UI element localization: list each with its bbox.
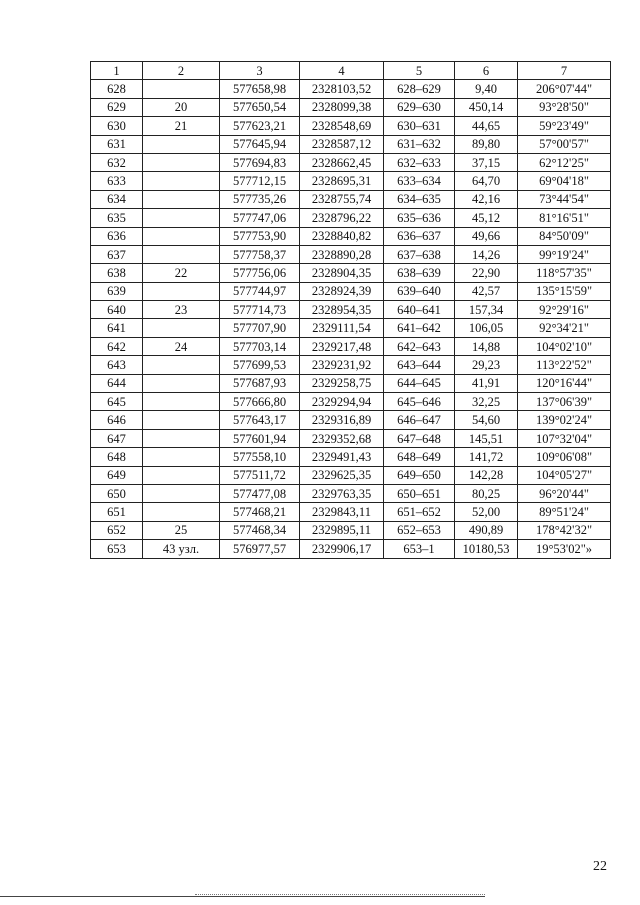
table-cell bbox=[143, 227, 220, 245]
column-header-5: 5 bbox=[384, 62, 455, 80]
table-cell: 57°00'57" bbox=[518, 135, 611, 153]
table-cell: 145,51 bbox=[455, 429, 518, 447]
table-row bbox=[91, 374, 611, 392]
table-cell: 2328662,45 bbox=[300, 153, 384, 171]
column-header-6: 6 bbox=[455, 62, 518, 80]
table-cell: 64,70 bbox=[455, 172, 518, 190]
table-cell: 576977,57 bbox=[220, 540, 300, 558]
table-cell: 106,05 bbox=[455, 319, 518, 337]
table-row bbox=[91, 301, 611, 319]
table-cell: 652 bbox=[91, 521, 143, 539]
table-cell: 206°07'44" bbox=[518, 80, 611, 98]
table-row bbox=[91, 209, 611, 227]
table-cell: 92°29'16" bbox=[518, 301, 611, 319]
table-cell: 577735,26 bbox=[220, 190, 300, 208]
table-cell: 32,25 bbox=[455, 393, 518, 411]
table-cell: 577511,72 bbox=[220, 466, 300, 484]
table-cell: 577623,21 bbox=[220, 117, 300, 135]
table-cell: 651 bbox=[91, 503, 143, 521]
page-number: 22 bbox=[593, 859, 607, 874]
table-cell: 490,89 bbox=[455, 521, 518, 539]
table-cell: 139°02'24" bbox=[518, 411, 611, 429]
table-cell: 2328890,28 bbox=[300, 245, 384, 263]
table-cell: 577558,10 bbox=[220, 448, 300, 466]
table-cell bbox=[143, 503, 220, 521]
table-cell: 645 bbox=[91, 393, 143, 411]
table-cell: 104°02'10" bbox=[518, 337, 611, 355]
table-row bbox=[91, 319, 611, 337]
table-cell: 577699,53 bbox=[220, 356, 300, 374]
table-cell bbox=[143, 448, 220, 466]
table-cell: 2328924,39 bbox=[300, 282, 384, 300]
table-cell: 644 bbox=[91, 374, 143, 392]
table-cell: 638 bbox=[91, 264, 143, 282]
table-cell: 93°28'50" bbox=[518, 98, 611, 116]
table-cell: 635–636 bbox=[384, 209, 455, 227]
table-cell: 120°16'44" bbox=[518, 374, 611, 392]
table-cell: 2328755,74 bbox=[300, 190, 384, 208]
table-cell: 23 bbox=[143, 301, 220, 319]
table-cell: 137°06'39" bbox=[518, 393, 611, 411]
table-cell: 2329231,92 bbox=[300, 356, 384, 374]
table-cell: 633 bbox=[91, 172, 143, 190]
table-cell: 642–643 bbox=[384, 337, 455, 355]
table-cell: 643 bbox=[91, 356, 143, 374]
table-cell: 2328099,38 bbox=[300, 98, 384, 116]
table-cell: 42,16 bbox=[455, 190, 518, 208]
table-cell: 19°53'02"» bbox=[518, 540, 611, 558]
footer-dotted-rule bbox=[195, 894, 485, 895]
table-cell: 22,90 bbox=[455, 264, 518, 282]
table-row bbox=[91, 153, 611, 171]
table-cell: 2329491,43 bbox=[300, 448, 384, 466]
table-cell: 647–648 bbox=[384, 429, 455, 447]
table-cell bbox=[143, 245, 220, 263]
table-cell: 577468,34 bbox=[220, 521, 300, 539]
table-cell: 649 bbox=[91, 466, 143, 484]
table-cell: 2329352,68 bbox=[300, 429, 384, 447]
table-cell: 652–653 bbox=[384, 521, 455, 539]
table-cell: 20 bbox=[143, 98, 220, 116]
table-cell bbox=[143, 466, 220, 484]
table-cell: 632 bbox=[91, 153, 143, 171]
table-cell: 577601,94 bbox=[220, 429, 300, 447]
table-row bbox=[91, 484, 611, 502]
table-cell bbox=[143, 356, 220, 374]
table-row bbox=[91, 429, 611, 447]
table-cell: 2329763,35 bbox=[300, 484, 384, 502]
table-row bbox=[91, 356, 611, 374]
table-cell: 649–650 bbox=[384, 466, 455, 484]
table-cell: 2329895,11 bbox=[300, 521, 384, 539]
table-cell: 45,12 bbox=[455, 209, 518, 227]
table-cell: 141,72 bbox=[455, 448, 518, 466]
table-cell: 577758,37 bbox=[220, 245, 300, 263]
table-cell: 653 bbox=[91, 540, 143, 558]
table-cell: 22 bbox=[143, 264, 220, 282]
table-cell: 52,00 bbox=[455, 503, 518, 521]
table-cell: 639–640 bbox=[384, 282, 455, 300]
footer-rule bbox=[0, 896, 485, 897]
table-cell: 637–638 bbox=[384, 245, 455, 263]
table-cell: 577643,17 bbox=[220, 411, 300, 429]
table-cell: 2328103,52 bbox=[300, 80, 384, 98]
table-cell bbox=[143, 135, 220, 153]
table-header-row bbox=[91, 62, 611, 80]
table-cell: 636 bbox=[91, 227, 143, 245]
table-cell: 142,28 bbox=[455, 466, 518, 484]
table-cell: 650–651 bbox=[384, 484, 455, 502]
table-cell: 629–630 bbox=[384, 98, 455, 116]
table-cell: 631–632 bbox=[384, 135, 455, 153]
table-cell: 89,80 bbox=[455, 135, 518, 153]
table-row bbox=[91, 98, 611, 116]
table-cell: 2328954,35 bbox=[300, 301, 384, 319]
table-row bbox=[91, 245, 611, 263]
table-cell bbox=[143, 209, 220, 227]
table-cell: 2329625,35 bbox=[300, 466, 384, 484]
table-cell: 634 bbox=[91, 190, 143, 208]
table-cell: 640 bbox=[91, 301, 143, 319]
table-cell: 41,91 bbox=[455, 374, 518, 392]
table-row bbox=[91, 80, 611, 98]
table-row bbox=[91, 117, 611, 135]
table-cell: 653–1 bbox=[384, 540, 455, 558]
table-cell: 44,65 bbox=[455, 117, 518, 135]
table-row bbox=[91, 227, 611, 245]
coordinates-table bbox=[90, 61, 611, 559]
table-row bbox=[91, 282, 611, 300]
table-cell: 107°32'04" bbox=[518, 429, 611, 447]
table-cell: 21 bbox=[143, 117, 220, 135]
table-cell: 96°20'44" bbox=[518, 484, 611, 502]
table-cell: 577645,94 bbox=[220, 135, 300, 153]
table-cell: 577687,93 bbox=[220, 374, 300, 392]
table-row bbox=[91, 521, 611, 539]
table-cell: 577753,90 bbox=[220, 227, 300, 245]
table-cell: 577747,06 bbox=[220, 209, 300, 227]
table-row bbox=[91, 337, 611, 355]
table-row bbox=[91, 503, 611, 521]
table-cell: 646 bbox=[91, 411, 143, 429]
table-cell bbox=[143, 484, 220, 502]
table-cell: 642 bbox=[91, 337, 143, 355]
table-cell: 2328548,69 bbox=[300, 117, 384, 135]
table-cell: 648 bbox=[91, 448, 143, 466]
table-row bbox=[91, 448, 611, 466]
table-cell: 59°23'49" bbox=[518, 117, 611, 135]
table-cell: 577650,54 bbox=[220, 98, 300, 116]
table-cell: 2329316,89 bbox=[300, 411, 384, 429]
table-cell: 635 bbox=[91, 209, 143, 227]
table-cell bbox=[143, 411, 220, 429]
table-cell: 577707,90 bbox=[220, 319, 300, 337]
table-cell: 24 bbox=[143, 337, 220, 355]
table-row bbox=[91, 264, 611, 282]
table-cell: 89°51'24" bbox=[518, 503, 611, 521]
table-cell: 25 bbox=[143, 521, 220, 539]
table-cell bbox=[143, 319, 220, 337]
column-header-2: 2 bbox=[143, 62, 220, 80]
table-cell bbox=[143, 80, 220, 98]
table-cell: 14,26 bbox=[455, 245, 518, 263]
table-cell bbox=[143, 282, 220, 300]
table-row bbox=[91, 411, 611, 429]
table-cell: 69°04'18" bbox=[518, 172, 611, 190]
column-header-1: 1 bbox=[91, 62, 143, 80]
table-cell: 632–633 bbox=[384, 153, 455, 171]
table-cell: 628–629 bbox=[384, 80, 455, 98]
table-cell: 577468,21 bbox=[220, 503, 300, 521]
table-cell: 645–646 bbox=[384, 393, 455, 411]
table-cell: 641–642 bbox=[384, 319, 455, 337]
table-cell: 2328796,22 bbox=[300, 209, 384, 227]
table-cell: 37,15 bbox=[455, 153, 518, 171]
table-cell: 639 bbox=[91, 282, 143, 300]
table-cell: 650 bbox=[91, 484, 143, 502]
table-cell: 637 bbox=[91, 245, 143, 263]
table-cell: 633–634 bbox=[384, 172, 455, 190]
table-cell: 450,14 bbox=[455, 98, 518, 116]
table-cell: 634–635 bbox=[384, 190, 455, 208]
table-cell: 577756,06 bbox=[220, 264, 300, 282]
table-cell: 643–644 bbox=[384, 356, 455, 374]
table-cell: 577694,83 bbox=[220, 153, 300, 171]
column-header-3: 3 bbox=[220, 62, 300, 80]
table-cell: 62°12'25" bbox=[518, 153, 611, 171]
table-cell bbox=[143, 393, 220, 411]
table-cell: 2329111,54 bbox=[300, 319, 384, 337]
table-cell: 29,23 bbox=[455, 356, 518, 374]
column-header-4: 4 bbox=[300, 62, 384, 80]
table-cell: 49,66 bbox=[455, 227, 518, 245]
table-cell: 630 bbox=[91, 117, 143, 135]
table-cell: 178°42'32" bbox=[518, 521, 611, 539]
table-cell: 577712,15 bbox=[220, 172, 300, 190]
table-cell: 640–641 bbox=[384, 301, 455, 319]
table-cell: 81°16'51" bbox=[518, 209, 611, 227]
table-cell: 157,34 bbox=[455, 301, 518, 319]
table-cell: 2328587,12 bbox=[300, 135, 384, 153]
table-cell: 631 bbox=[91, 135, 143, 153]
table-cell bbox=[143, 429, 220, 447]
table-cell: 2329217,48 bbox=[300, 337, 384, 355]
table-cell bbox=[143, 172, 220, 190]
table-body bbox=[91, 80, 611, 558]
table-cell bbox=[143, 153, 220, 171]
table-cell bbox=[143, 374, 220, 392]
table-row bbox=[91, 466, 611, 484]
table-cell: 9,40 bbox=[455, 80, 518, 98]
table-cell: 651–652 bbox=[384, 503, 455, 521]
table-cell: 577703,14 bbox=[220, 337, 300, 355]
table-cell: 109°06'08" bbox=[518, 448, 611, 466]
table-row bbox=[91, 393, 611, 411]
table-cell: 99°19'24" bbox=[518, 245, 611, 263]
table-cell: 629 bbox=[91, 98, 143, 116]
table-cell: 2329906,17 bbox=[300, 540, 384, 558]
table-cell: 118°57'35" bbox=[518, 264, 611, 282]
table-cell: 638–639 bbox=[384, 264, 455, 282]
table-cell: 43 узл. bbox=[143, 540, 220, 558]
table-cell: 92°34'21" bbox=[518, 319, 611, 337]
table-cell: 2329294,94 bbox=[300, 393, 384, 411]
table-cell: 80,25 bbox=[455, 484, 518, 502]
table-cell: 104°05'27" bbox=[518, 466, 611, 484]
table-cell: 2328904,35 bbox=[300, 264, 384, 282]
table-row bbox=[91, 190, 611, 208]
table-cell: 2329258,75 bbox=[300, 374, 384, 392]
table-cell: 577658,98 bbox=[220, 80, 300, 98]
table-cell: 628 bbox=[91, 80, 143, 98]
table-cell: 647 bbox=[91, 429, 143, 447]
table-cell: 54,60 bbox=[455, 411, 518, 429]
table-cell: 577714,73 bbox=[220, 301, 300, 319]
table-cell: 641 bbox=[91, 319, 143, 337]
table-cell: 135°15'59" bbox=[518, 282, 611, 300]
table-cell: 2328840,82 bbox=[300, 227, 384, 245]
table-cell: 636–637 bbox=[384, 227, 455, 245]
table-cell: 644–645 bbox=[384, 374, 455, 392]
table-cell: 84°50'09" bbox=[518, 227, 611, 245]
table-cell: 42,57 bbox=[455, 282, 518, 300]
table-cell: 2328695,31 bbox=[300, 172, 384, 190]
table-cell: 113°22'52" bbox=[518, 356, 611, 374]
table-cell: 648–649 bbox=[384, 448, 455, 466]
table-cell: 2329843,11 bbox=[300, 503, 384, 521]
table-cell: 577477,08 bbox=[220, 484, 300, 502]
table-cell: 577744,97 bbox=[220, 282, 300, 300]
table-cell: 14,88 bbox=[455, 337, 518, 355]
table-cell: 630–631 bbox=[384, 117, 455, 135]
table-row bbox=[91, 540, 611, 558]
table-cell bbox=[143, 190, 220, 208]
table-cell: 73°44'54" bbox=[518, 190, 611, 208]
table-row bbox=[91, 172, 611, 190]
table-cell: 577666,80 bbox=[220, 393, 300, 411]
table-cell: 10180,53 bbox=[455, 540, 518, 558]
table-row bbox=[91, 135, 611, 153]
table-cell: 646–647 bbox=[384, 411, 455, 429]
column-header-7: 7 bbox=[518, 62, 611, 80]
